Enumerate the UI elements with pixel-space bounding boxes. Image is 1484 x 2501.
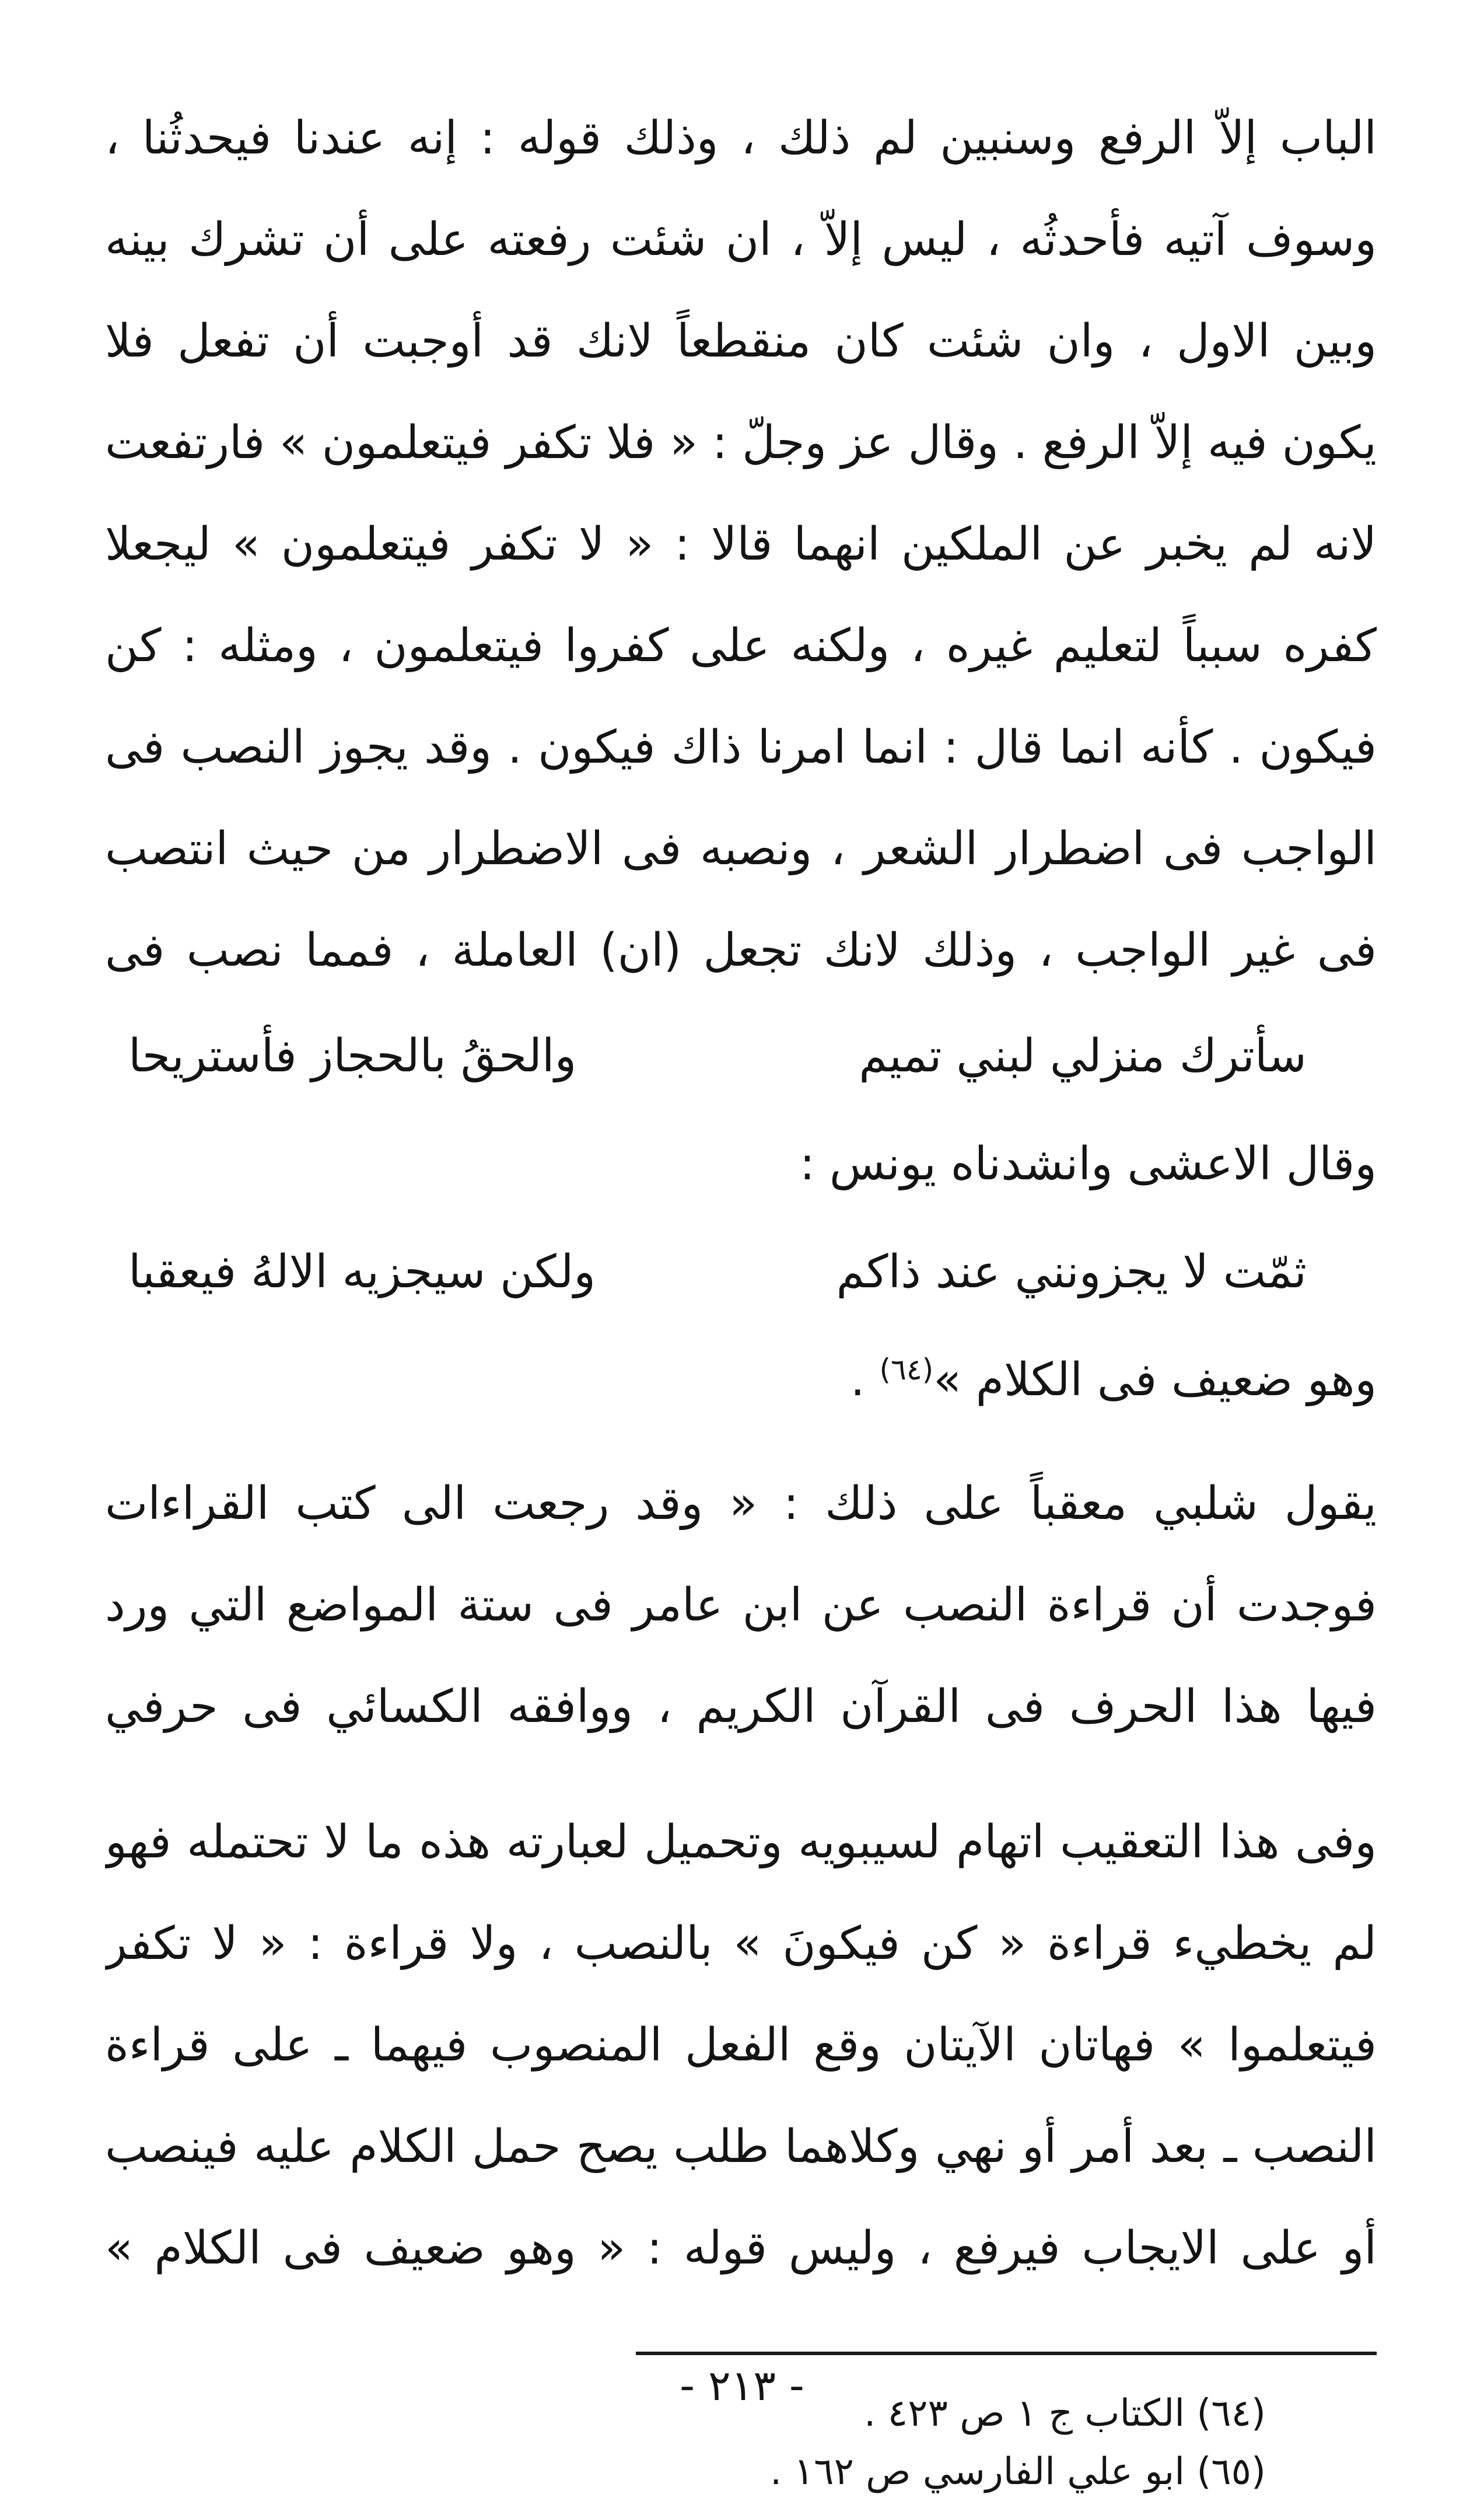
footnote-64: (٦٤) الكتاب ج ١ ص ٤٢٣ . bbox=[864, 2392, 1266, 2435]
verse-1-first-hemistich: سأترك منزلي لبني تميم bbox=[859, 1030, 1307, 1082]
verse-2-second-hemistich: ولكن سيجزيه الالهُ فيعقبا bbox=[128, 1246, 596, 1298]
poetry-verse-1 bbox=[105, 998, 1377, 1115]
verse-2-comment-text: وهو ضعيف فى الكلام » bbox=[933, 1354, 1377, 1406]
shalabi-quote-text: يقول شلبي معقباً على ذلك : « وقد رجعت الى كتب القراءات فوجدت أن قراءة النصب عن ابن عامر فى ستة المواضع التي ورد فيها هذا الحرف فى القرآن الكريم ، ووافقه الكسائي فى حرفي bbox=[105, 1477, 1377, 1733]
shalabi-quote-paragraph bbox=[105, 1453, 1377, 1768]
poetry-verse-2 bbox=[105, 1214, 1377, 1330]
page-number: - ٢١٣ - bbox=[680, 2361, 804, 2410]
footnote-65: (٦٥) ابو علي الفارسي ص ١٦٢ . bbox=[770, 2450, 1266, 2493]
main-paragraph: الباب إلاّ الرفع وسنبين لم ذلك ، وذلك قوله : إنه عندنا فيحدثُنا ، وسوف آتيه فأحدثُه ، ليس إلاّ ، ان شئت رفعته على أن تشرك بينه وبين الاول ، وان شئت كان منقطعاً لانك قد أوجبت أن تفعل فلا يكون فيه إلاّ الرفع . وقال عز وجلّ : « فلا تكفر فيتعلمون » فارتفعت لانه لم يخبر عن الملكين انهما قالا : « لا تكفر فيتعلمون » ليجعلا كفره سبباً لتعليم غيره ، ولكنه على كفروا فيتعلمون ، ومثله : كن فيكون . كأنه انما قال : انما امرنا ذاك فيكون . وقد يجوز النصب فى الواجب فى اضطرار الشعر ، ونصبه فى الاضطرار من حيث انتصب فى غير الواجب ، وذلك لانك تجعل (ان) العاملة ، فمما نصب فى bbox=[105, 112, 1377, 977]
footnote-ref-64: (٦٤) bbox=[879, 1353, 934, 1386]
commentary-paragraph: وفى هذا التعقيب اتهام لسيبويه وتحميل لعبارته هذه ما لا تحتمله فهو لم يخطيء قراءة « كن فيكونَ » بالنصب ، ولا قراءة : « لا تكفر فيتعلموا » فهاتان الآيتان وقع الفعل المنصوب فيهما ـ على قراءة النصب ـ بعد أمر أو نهي وكلاهما طلب يصح حمل الكلام عليه فينصب أو على الايجاب فيرفع ، وليس قوله : « وهو ضعيف فى الكلام » bbox=[105, 1816, 1377, 2275]
verse-2-intro: وقال الاعشى وانشدناه يونس : bbox=[799, 1138, 1377, 1190]
verse-2-comment: وهو ضعيف فى الكلام »$^{(٦٤)}$ . bbox=[850, 1353, 1377, 1406]
verse-1-second-hemistich: والحقُ بالحجاز فأستريحا bbox=[128, 1030, 577, 1082]
verse-2-first-hemistich: ثمّت لا يجزونني عند ذاكم bbox=[836, 1246, 1307, 1298]
footnote-divider bbox=[636, 2352, 1377, 2355]
